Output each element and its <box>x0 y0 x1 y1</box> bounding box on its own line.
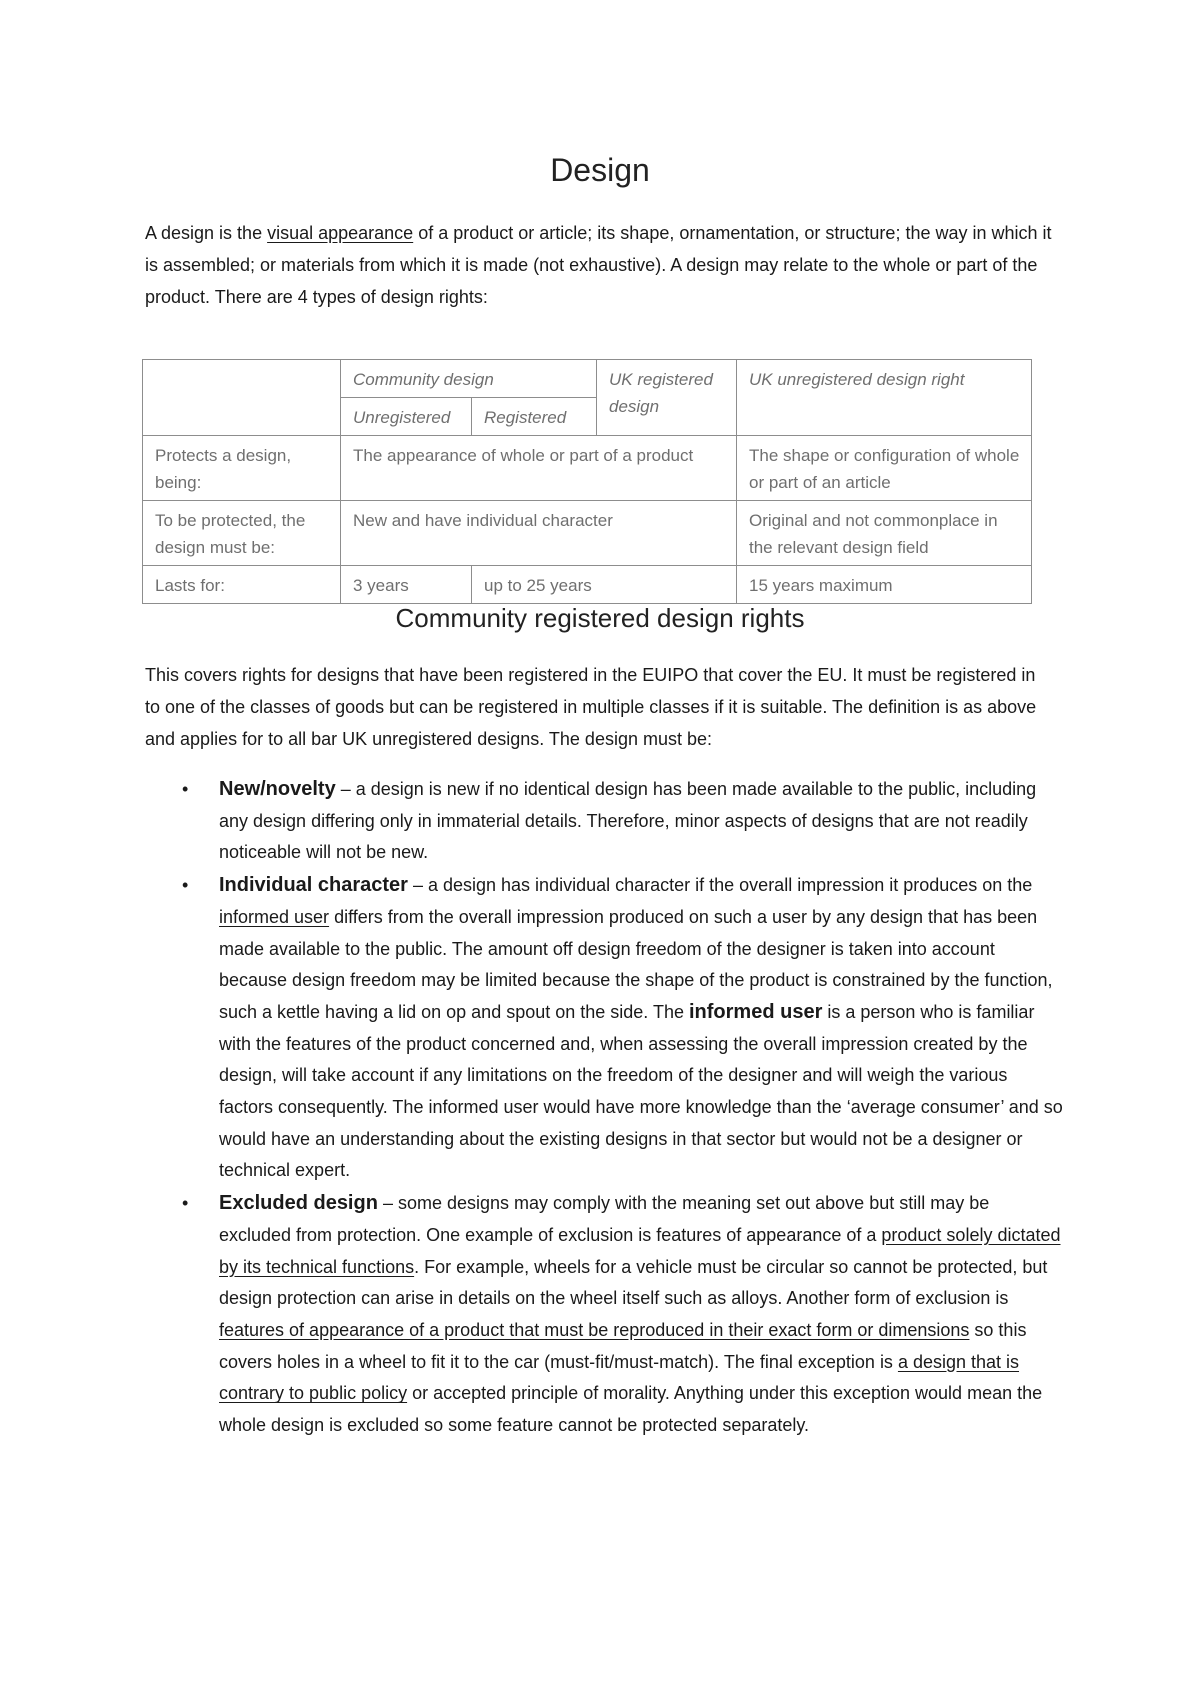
individual-character-text-2: differs from the overall impression produced on such a user by any design that has been made available to the public. The amount off design freedom of the designer is taken into account because design freedom may be limited because the shape of the product is constrained by the function, such a kettle having a lid on op and spout on the side. The <box>219 906 1053 1022</box>
intro-text-1: A design is the <box>145 223 268 243</box>
excluded-text-3: so this covers holes in a wheel to fit it to the car (must-fit/must-match). The final exception is <box>219 1319 1027 1372</box>
individual-character-text-1: – a design has individual character if the overall impression it produces on the <box>407 875 1033 896</box>
excluded-text-2: . For example, wheels for a vehicle must be circular so cannot be protected, but design protection can arise in details on the wheel itself such as alloys. Another form of exclusion is <box>219 1256 1048 1309</box>
cell-requirements-community: New and have individual character <box>341 501 737 566</box>
term-novelty: New/novelty <box>219 778 336 800</box>
term-individual-character: Individual character <box>219 874 408 897</box>
bullet-icon: • <box>182 779 189 799</box>
cell-duration-uk: 15 years maximum <box>737 566 1032 604</box>
table-row-duration <box>143 566 1032 604</box>
header-registered: Registered <box>472 398 597 436</box>
criteria-list <box>145 774 1065 1443</box>
header-uk-registered: UK registered design <box>597 360 737 436</box>
list-item-novelty <box>145 774 1065 869</box>
row-label-requirements: To be protected, the design must be: <box>143 501 341 566</box>
list-item-individual-character <box>145 870 1065 1187</box>
section-paragraph: This covers rights for designs that have been registered in the EUIPO that cover the EU. It must be registered in to one of the classes of goods but can be registered in multiple classes if it is suitable. The definition is as above and applies for to all bar UK unregistered designs. The design must be: <box>145 665 1037 749</box>
underline-public-policy: a design that is contrary to public policy <box>219 1351 1020 1404</box>
cell-duration-unregistered: 3 years <box>341 566 472 604</box>
page-title: Design <box>550 152 650 188</box>
header-community-design: Community design <box>341 360 597 398</box>
individual-character-text-3: is a person who is familiar with the features of the product concerned and, when assessing the overall impression created by the design, will take account if any limitations on the freedom of the designer and will weigh the various factors consequently. The informed user would have more knowledge than the ‘average consumer’ and so would have an understanding about the existing designs in that sector but would not be a designer or technical expert. <box>219 1001 1063 1181</box>
header-unregistered: Unregistered <box>341 398 472 436</box>
term-informed-user: informed user <box>689 1000 823 1023</box>
cell-protects-uk: The shape or configuration of whole or part of an article <box>737 436 1032 501</box>
header-uk-unregistered: UK unregistered design right <box>737 360 1032 436</box>
excluded-text-4: or accepted principle of morality. Anything under this exception would mean the whole design is excluded so some feature cannot be protected separately. <box>219 1383 1043 1436</box>
term-excluded-design: Excluded design <box>219 1192 378 1215</box>
bullet-icon: • <box>182 1193 189 1214</box>
underline-informed-user: informed user <box>219 906 330 927</box>
cell-duration-registered: up to 25 years <box>472 566 737 604</box>
intro-text-2: of a product or article; its shape, ornamentation, or structure; the way in which it is assembled; or materials from which it is made (not exhaustive). A design may relate to the whole or part of the product. There are 4 types of design rights: <box>145 223 1052 307</box>
underline-technical-functions: product solely dictated by its technical functions <box>219 1224 1061 1277</box>
table-row-protects <box>143 436 1032 501</box>
bullet-icon: • <box>182 875 189 896</box>
table-corner-cell <box>143 360 341 436</box>
section-heading: Community registered design rights <box>395 603 805 633</box>
table-header-row-1 <box>143 360 1032 398</box>
intro-paragraph <box>145 217 1055 313</box>
excluded-text-1: – some designs may comply with the meaning set out above but still may be excluded from protection. One example of exclusion is features of appearance of a <box>219 1193 990 1245</box>
row-label-protects: Protects a design, being: <box>143 436 341 501</box>
list-item-excluded-design <box>145 1188 1065 1442</box>
underline-exact-form: features of appearance of a product that must be reproduced in their exact form or dimensions <box>219 1319 970 1340</box>
novelty-text: – a design is new if no identical design has been made available to the public, including any design differing only in immaterial details. Therefore, minor aspects of designs that are not readily noticeable will not be new. <box>219 779 1037 863</box>
cell-protects-community: The appearance of whole or part of a product <box>341 436 737 501</box>
table-row-requirements <box>143 501 1032 566</box>
design-rights-table <box>142 359 1032 604</box>
cell-requirements-uk: Original and not commonplace in the relevant design field <box>737 501 1032 566</box>
intro-underline-visual-appearance: visual appearance <box>267 223 414 243</box>
row-label-duration: Lasts for: <box>143 566 341 604</box>
